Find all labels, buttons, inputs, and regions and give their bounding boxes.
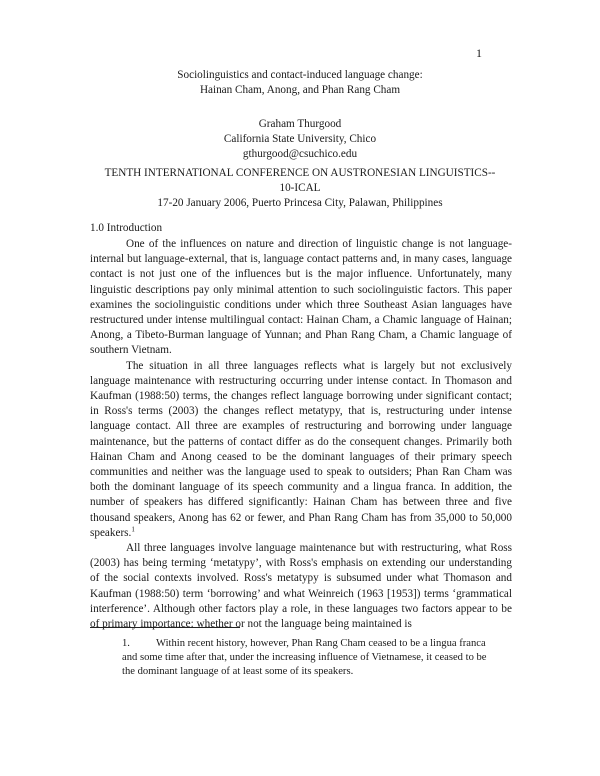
footnote-text: Within recent history, however, Phan Rang Cham ceased to be a lingua franca and some time after that, under the increasing influence of Vietnamese, it ceased to be the dominant language of at least some of its speakers. [122, 638, 487, 677]
conference-line-1: TENTH INTERNATIONAL CONFERENCE ON AUSTRONESIAN LINGUISTICS-- [104, 167, 496, 179]
footnote-divider [90, 627, 240, 628]
body-text [90, 237, 512, 632]
title-line-2: Hainan Cham, Anong, and Phan Rang Cham [199, 84, 401, 96]
paragraph-2 [90, 359, 512, 541]
conference-line-3: 17-20 January 2006, Puerto Princesa City, Palawan, Philippines [157, 197, 443, 209]
page-number: 1 [476, 46, 482, 60]
paragraph-3: All three languages involve language maintenance but with restructuring, what Ross (2003) has being terming ‘metatypy’, with Ross's emphasis on extending our understanding of the social contexts involved. Ross's metatypy is subsumed under what Thomason and Kaufman (1988:50) term ‘borrowing’ and what Weinreich (1963 [1953]) terms ‘grammatical interference’. Although other factors play a role, in these languages two factors appear to be of primary importance: whether or not the language being maintained is [90, 542, 512, 631]
paper-title [0, 68, 600, 98]
author-email: gthurgood@csuchico.edu [242, 148, 358, 160]
author-name: Graham Thurgood [258, 118, 342, 130]
paragraph-1: One of the influences on nature and direction of linguistic change is not language-internal but language-external, that is, language contact patterns and, in many cases, language contact is not just one of the influences but is the major influence. Unfortunately, many linguistic descriptions pay only minimal attention to such sociolinguistic factors. This paper examines the sociolinguistic conditions under which three Southeast Asian languages have restructured under intense multilingual contact: Hainan Cham, a Chamic language of Hainan; Anong, a Tibeto-Burman language of Yunnan; and Phan Rang Cham, a Chamic language of southern Vietnam. [90, 238, 512, 357]
footnote-reference[interactable]: 1 [131, 525, 135, 534]
conference-line-2: 10-ICAL [279, 182, 321, 194]
footnote-mark: 1. [122, 638, 130, 649]
conference-block [0, 166, 600, 211]
section-heading: 1.0 Introduction [90, 222, 163, 234]
footnote [122, 637, 492, 679]
author-block [0, 117, 600, 162]
title-line-1: Sociolinguistics and contact-induced language change: [177, 69, 423, 81]
paragraph-2-text: The situation in all three languages reflects what is largely but not exclusively language maintenance with restructuring occurring under intense contact. In Thomason and Kaufman (1988:50) terms, the changes reflect language borrowing under significant contact; in Ross's terms (2003) the changes reflect metatypy, that is, restructuring under intense language contact. All three are examples of restructuring and borrowing under language maintenance, but the patterns of contact differ as do the consequent changes. Primarily both Hainan Cham and Anong ceased to be the dominant languages of their primary speech communities and neither was the language used to speak to outsiders; Phan Ran Cham was both the dominant language of its speech community and a lingua franca. In addition, the number of speakers has differed significantly: Hainan Cham has between three and five thousand speakers, Anong has 62 or fewer, and Phan Rang Cham has from 35,000 to 50,000 speakers. [90, 359, 512, 539]
author-affiliation: California State University, Chico [223, 133, 377, 145]
